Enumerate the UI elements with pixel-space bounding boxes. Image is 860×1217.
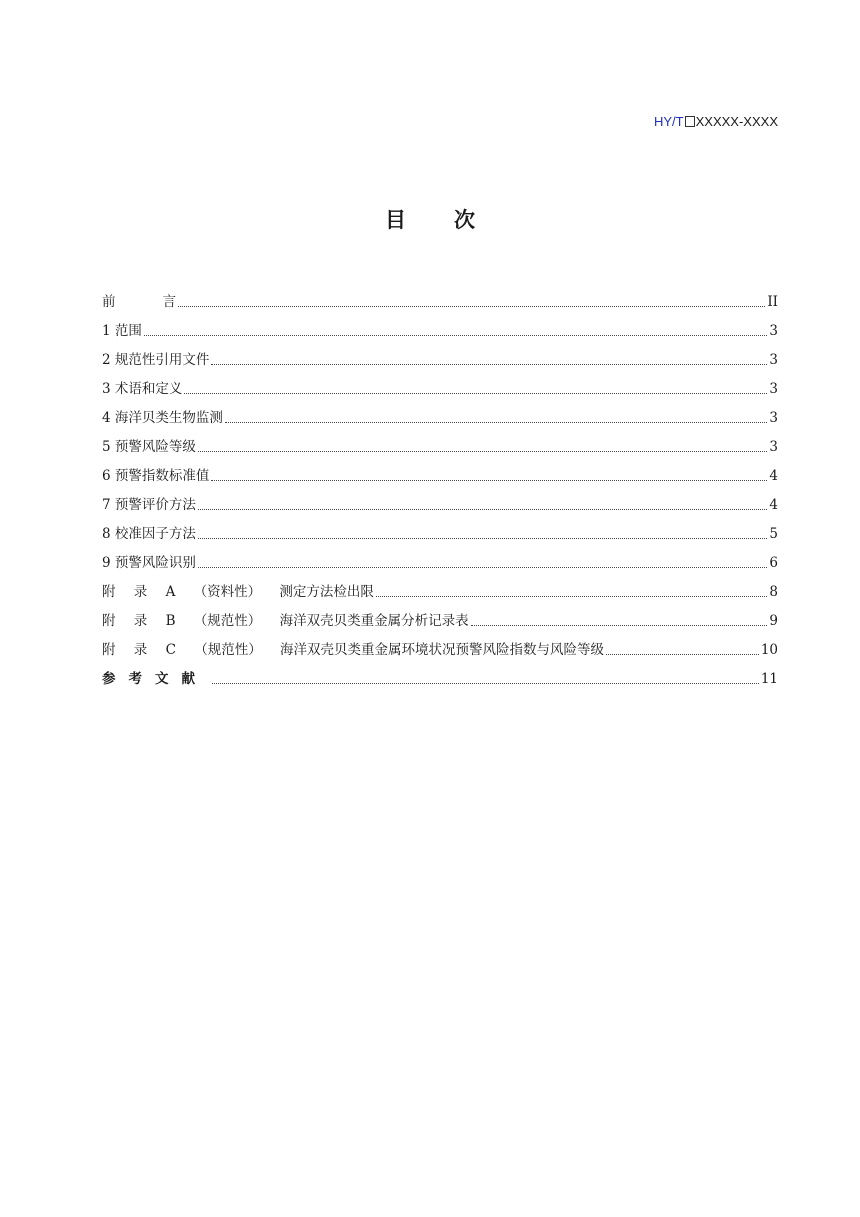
toc-entry-risk-levels[interactable]: [102, 428, 778, 457]
page-title-char-1: 目: [385, 208, 406, 232]
toc-entry-page: 3: [769, 381, 778, 397]
toc-entry-label: 2 规范性引用文件: [102, 352, 210, 368]
toc-dot-leader: [198, 450, 768, 452]
toc-entry-label: 参考文献: [102, 671, 208, 687]
toc-dot-leader: [184, 392, 767, 394]
toc-entry-monitoring[interactable]: [102, 399, 778, 428]
page-title-char-2: 次: [454, 208, 475, 232]
toc-dot-leader: [606, 653, 759, 655]
page-title: [0, 205, 860, 235]
toc-entry-appendix-b[interactable]: [102, 602, 778, 631]
table-of-contents: [102, 283, 778, 689]
toc-entry-page: 4: [769, 468, 778, 484]
toc-entry-label: 4 海洋贝类生物监测: [102, 410, 223, 426]
toc-entry-evaluation-method[interactable]: [102, 486, 778, 515]
toc-entry-scope[interactable]: [102, 312, 778, 341]
toc-entry-label: 附 录 A （资料性） 测定方法检出限: [102, 584, 374, 600]
toc-dot-leader: [198, 537, 768, 539]
toc-entry-label: 前言: [102, 294, 223, 310]
toc-entry-calibration[interactable]: [102, 515, 778, 544]
toc-entry-appendix-c[interactable]: [102, 631, 778, 660]
toc-dot-leader: [376, 595, 767, 597]
toc-dot-leader: [198, 508, 768, 510]
toc-entry-page: 11: [760, 671, 778, 687]
toc-entry-label: 5 预警风险等级: [102, 439, 196, 455]
toc-dot-leader: [144, 334, 768, 336]
document-code: [654, 113, 778, 131]
toc-dot-leader: [471, 624, 768, 626]
document-code-prefix: HY/T: [654, 114, 684, 129]
toc-entry-label: 附 录 B （规范性） 海洋双壳贝类重金属分析记录表: [102, 613, 469, 629]
toc-entry-appendix-a[interactable]: [102, 573, 778, 602]
toc-entry-page: 10: [760, 642, 778, 658]
toc-entry-preface[interactable]: [102, 283, 778, 312]
toc-dot-leader: [198, 566, 768, 568]
toc-dot-leader: [225, 421, 768, 423]
toc-entry-page: 3: [769, 439, 778, 455]
toc-entry-references[interactable]: [102, 660, 778, 689]
toc-entry-page: 9: [769, 613, 778, 629]
toc-entry-page: 3: [769, 323, 778, 339]
toc-entry-label: 3 术语和定义: [102, 381, 183, 397]
toc-entry-label: 7 预警评价方法: [102, 497, 196, 513]
toc-entry-label: 1 范围: [102, 323, 142, 339]
toc-entry-page: 3: [769, 410, 778, 426]
toc-entry-page: 8: [769, 584, 778, 600]
toc-entry-page: 5: [769, 526, 778, 542]
toc-entry-label: 附 录 C （规范性） 海洋双壳贝类重金属环境状况预警风险指数与风险等级: [102, 642, 604, 658]
toc-entry-label: 9 预警风险识别: [102, 555, 196, 571]
toc-entry-risk-identification[interactable]: [102, 544, 778, 573]
toc-entry-page: 3: [769, 352, 778, 368]
toc-entry-page: II: [767, 294, 778, 310]
toc-entry-page: 4: [769, 497, 778, 513]
toc-entry-terms[interactable]: [102, 370, 778, 399]
toc-dot-leader: [211, 479, 767, 481]
toc-entry-label: 8 校准因子方法: [102, 526, 196, 542]
document-code-number: XXXXX-XXXX: [695, 114, 778, 129]
placeholder-box-icon: [685, 116, 695, 127]
toc-entry-page: 6: [769, 555, 778, 571]
toc-dot-leader: [178, 305, 765, 307]
toc-entry-label: 6 预警指数标准值: [102, 468, 210, 484]
toc-dot-leader: [212, 682, 759, 684]
toc-dot-leader: [211, 363, 767, 365]
toc-entry-normative-references[interactable]: [102, 341, 778, 370]
toc-entry-index-standards[interactable]: [102, 457, 778, 486]
